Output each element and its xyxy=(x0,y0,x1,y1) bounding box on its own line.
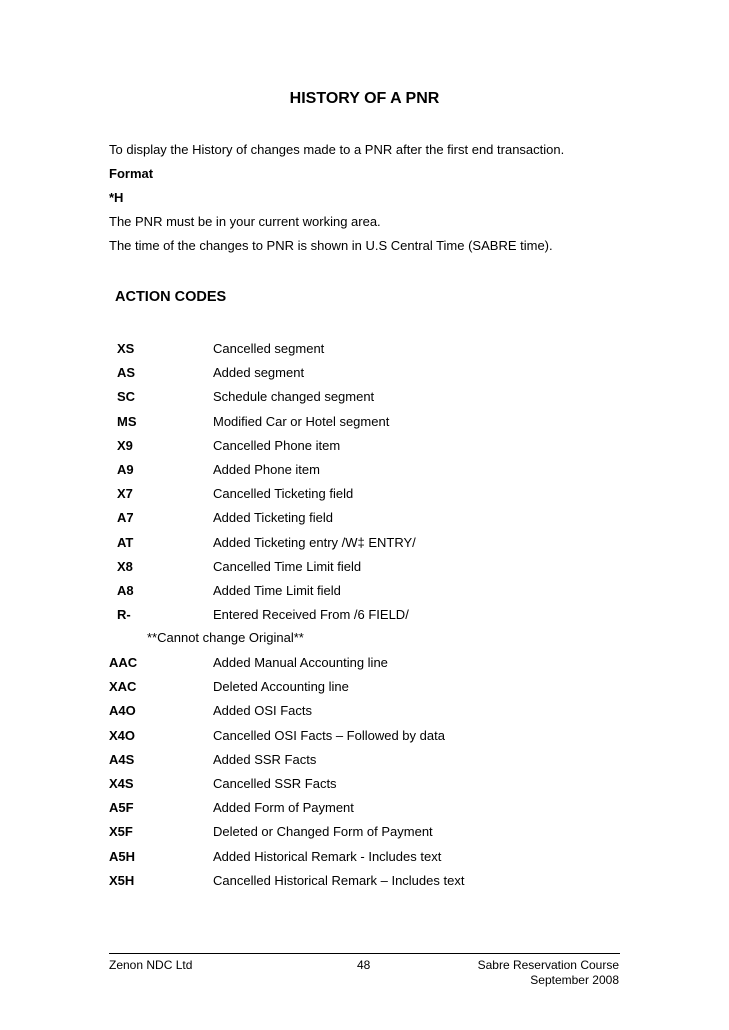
intro-note-time: The time of the changes to PNR is shown in U.S Central Time (SABRE time). xyxy=(109,238,553,253)
action-code: XS xyxy=(117,341,135,356)
action-code-description: Cancelled Time Limit field xyxy=(213,558,362,574)
code-row xyxy=(0,559,729,579)
action-code: A5H xyxy=(109,848,136,864)
page-title: HISTORY OF A PNR xyxy=(289,90,440,107)
action-code: MS xyxy=(117,413,137,429)
action-code: A9 xyxy=(117,462,134,477)
code-row xyxy=(0,873,729,893)
footer-divider xyxy=(109,953,620,954)
code-row xyxy=(0,607,729,627)
action-code: A8 xyxy=(117,583,134,598)
code-row xyxy=(0,800,729,820)
intro-note-working-area: The PNR must be in your current working area. xyxy=(109,214,381,229)
action-code: AAC xyxy=(109,655,138,670)
action-code: A7 xyxy=(117,510,134,526)
code-row xyxy=(0,728,729,748)
code-row xyxy=(0,389,729,409)
action-code-description: Cancelled segment xyxy=(213,341,325,356)
action-code: AT xyxy=(117,534,134,550)
code-row xyxy=(0,438,729,458)
code-row xyxy=(0,776,729,796)
action-code: A5F xyxy=(109,800,134,816)
code-row xyxy=(0,414,729,434)
action-code: X7 xyxy=(117,486,133,502)
code-row xyxy=(0,341,729,361)
footer-company: Zenon NDC Ltd xyxy=(109,958,193,972)
code-row xyxy=(0,510,729,530)
action-code-description: Deleted Accounting line xyxy=(213,679,349,695)
cannot-change-note: **Cannot change Original** xyxy=(147,630,304,645)
action-code: R- xyxy=(117,607,131,623)
action-code: A4S xyxy=(109,751,135,767)
action-code: AS xyxy=(117,365,136,381)
action-code: X5H xyxy=(109,872,135,888)
action-code-description: Added SSR Facts xyxy=(213,751,317,767)
action-code-description: Added segment xyxy=(213,365,305,381)
action-code: X4O xyxy=(109,727,136,743)
section-title: ACTION CODES xyxy=(115,289,227,305)
action-code-description: Cancelled OSI Facts – Followed by data xyxy=(213,727,445,743)
action-code: X4S xyxy=(109,776,134,791)
action-code-description: Added Phone item xyxy=(213,462,320,477)
action-code-description: Cancelled Ticketing field xyxy=(213,486,354,502)
intro-description: To display the History of changes made to a PNR after the first end transaction. xyxy=(109,142,565,157)
code-row xyxy=(0,365,729,385)
code-row xyxy=(0,679,729,699)
code-row xyxy=(0,535,729,555)
action-code-description: Added Form of Payment xyxy=(213,800,354,816)
action-code-description: Added Ticketing field xyxy=(213,510,333,526)
action-code-description: Cancelled Phone item xyxy=(213,437,341,453)
code-row xyxy=(0,752,729,772)
footer-course: Sabre Reservation Course xyxy=(477,958,619,972)
code-row xyxy=(0,583,729,603)
format-label: Format xyxy=(109,166,154,181)
action-code: X5F xyxy=(109,824,133,840)
action-code-description: Schedule changed segment xyxy=(213,389,375,405)
action-code: A4O xyxy=(109,703,136,719)
code-row xyxy=(0,486,729,506)
action-code-description: Cancelled Historical Remark – Includes text xyxy=(213,872,465,888)
action-code-description: Modified Car or Hotel segment xyxy=(213,413,390,429)
action-code-description: Added Ticketing entry /W‡ ENTRY/ xyxy=(213,534,416,550)
action-code-description: Cancelled SSR Facts xyxy=(213,776,337,791)
action-code: SC xyxy=(117,389,136,405)
action-code-description: Added Historical Remark - Includes text xyxy=(213,848,442,864)
footer-date: September 2008 xyxy=(530,973,619,987)
code-row xyxy=(0,849,729,869)
action-code-description: Deleted or Changed Form of Payment xyxy=(213,824,433,840)
footer-page-number: 48 xyxy=(357,958,371,972)
action-code: X9 xyxy=(117,437,133,453)
code-row xyxy=(0,655,729,675)
action-code: XAC xyxy=(109,679,137,695)
code-row xyxy=(0,824,729,844)
action-code-description: Entered Received From /6 FIELD/ xyxy=(213,607,409,623)
action-code-description: Added Time Limit field xyxy=(213,583,341,598)
code-row xyxy=(0,462,729,482)
action-code-description: Added OSI Facts xyxy=(213,703,312,719)
action-code: X8 xyxy=(117,558,133,574)
code-row xyxy=(0,703,729,723)
action-code-description: Added Manual Accounting line xyxy=(213,655,388,670)
format-value: *H xyxy=(109,190,124,205)
